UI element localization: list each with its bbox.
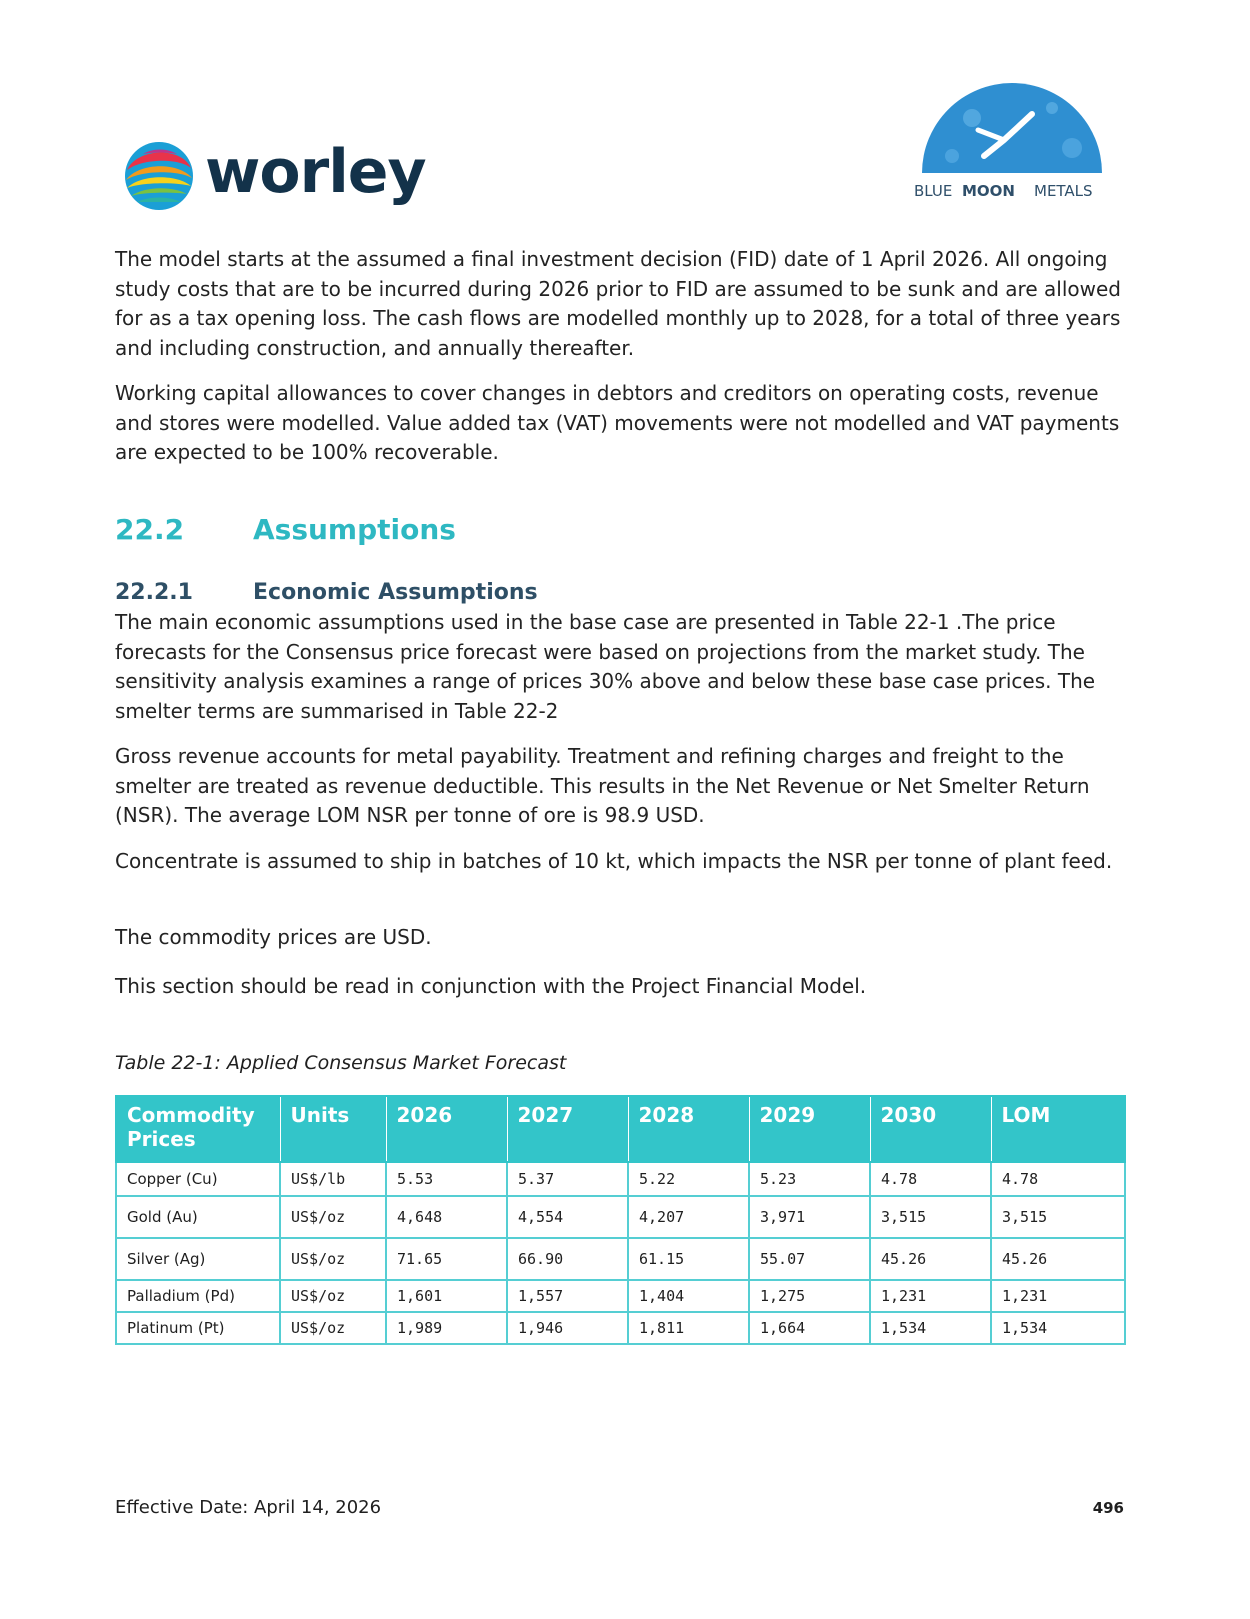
section-heading — [115, 513, 456, 546]
paragraph-read-conjunction: This section should be read in conjunction with the Project Financial Model. — [115, 974, 867, 998]
table-cell: 45.26 — [870, 1238, 991, 1280]
section-number: 22.2 — [115, 513, 185, 546]
table-cell: Silver (Ag) — [116, 1238, 280, 1280]
paragraph-commodity-prices: The commodity prices are USD. — [115, 925, 432, 949]
table-cell: 5.53 — [386, 1162, 507, 1196]
blue-moon-metals-logo — [912, 78, 1112, 203]
table-cell: 71.65 — [386, 1238, 507, 1280]
table-cell: 55.07 — [749, 1238, 870, 1280]
table-row — [116, 1162, 1125, 1196]
table-cell: 4.78 — [870, 1162, 991, 1196]
logo-text-moon: MOON — [962, 182, 1015, 200]
column-header: 2026 — [386, 1096, 507, 1162]
blue-moon-icon — [912, 78, 1112, 203]
table-cell: 4,554 — [507, 1196, 628, 1238]
table-cell: 61.15 — [628, 1238, 749, 1280]
table-cell: 1,946 — [507, 1312, 628, 1344]
table-cell: 1,989 — [386, 1312, 507, 1344]
column-header: 2030 — [870, 1096, 991, 1162]
table-cell: Gold (Au) — [116, 1196, 280, 1238]
subsection-number: 22.2.1 — [115, 580, 193, 605]
paragraph-model-start: The model starts at the assumed a final investment decision (FID) date of 1 April 2026. All ongoing study costs that are to be incurred during 2026 prior to FID are assumed to be sunk and are allowed for as a tax opening loss. The cash flows are modelled monthly up to 2028, for a total of three years and including construction, and annually thereafter. — [115, 247, 1121, 360]
column-header: 2027 — [507, 1096, 628, 1162]
table-cell: 1,534 — [870, 1312, 991, 1344]
paragraph-gross-revenue: Gross revenue accounts for metal payability. Treatment and refining charges and freight to the smelter are treated as revenue deductible. This results in the Net Revenue or Net Smelter Return (NSR). The average LOM NSR per tonne of ore is 98.9 USD. — [115, 744, 1090, 827]
table-row — [116, 1196, 1125, 1238]
table-cell: 1,601 — [386, 1280, 507, 1312]
table-cell: 4.78 — [991, 1162, 1125, 1196]
table-cell: Copper (Cu) — [116, 1162, 280, 1196]
table-cell: 45.26 — [991, 1238, 1125, 1280]
table-cell: 4,648 — [386, 1196, 507, 1238]
column-header: 2029 — [749, 1096, 870, 1162]
worley-swirl-icon — [123, 140, 195, 212]
table-cell: 4,207 — [628, 1196, 749, 1238]
table-row — [116, 1280, 1125, 1312]
table-cell: 3,971 — [749, 1196, 870, 1238]
table-cell: 5.37 — [507, 1162, 628, 1196]
table-cell: 1,275 — [749, 1280, 870, 1312]
logo-text-metals: METALS — [1034, 182, 1093, 200]
logo-text-blue: BLUE — [914, 182, 953, 200]
table-cell: 5.23 — [749, 1162, 870, 1196]
column-header: 2028 — [628, 1096, 749, 1162]
table-cell: 1,557 — [507, 1280, 628, 1312]
subsection-heading — [115, 580, 538, 605]
consensus-forecast-table — [115, 1095, 1126, 1345]
table-cell: Platinum (Pt) — [116, 1312, 280, 1344]
table-cell: US$/oz — [280, 1238, 386, 1280]
table-cell: US$/oz — [280, 1196, 386, 1238]
table-row — [116, 1238, 1125, 1280]
table-row — [116, 1312, 1125, 1344]
table-cell: US$/oz — [280, 1312, 386, 1344]
table-cell: 1,534 — [991, 1312, 1125, 1344]
table-cell: 1,231 — [991, 1280, 1125, 1312]
column-header: Commodity Prices — [116, 1096, 280, 1162]
table-cell: 1,811 — [628, 1312, 749, 1344]
table-cell: 3,515 — [870, 1196, 991, 1238]
subsection-title: Economic Assumptions — [253, 580, 538, 605]
paragraph-concentrate: Concentrate is assumed to ship in batches of 10 kt, which impacts the NSR per tonne of plant feed. — [115, 849, 1113, 873]
table-caption: Table 22-1: Applied Consensus Market Forecast — [115, 1052, 567, 1074]
paragraph-main-assumptions: The main economic assumptions used in the base case are presented in Table 22-1 .The price forecasts for the Consensus price forecast were based on projections from the market study. The sensitivity analysis examines a range of prices 30% above and below these base case prices. The smelter terms are summarised in Table 22-2 — [115, 610, 1096, 723]
column-header: LOM — [991, 1096, 1125, 1162]
footer-page-number: 496 — [1092, 1499, 1124, 1517]
table-cell: 66.90 — [507, 1238, 628, 1280]
footer-effective-date: Effective Date: April 14, 2026 — [115, 1497, 382, 1518]
table-cell: 1,664 — [749, 1312, 870, 1344]
table-cell: 3,515 — [991, 1196, 1125, 1238]
worley-wordmark: worley — [205, 137, 426, 207]
table-cell: Palladium (Pd) — [116, 1280, 280, 1312]
table-cell: 1,404 — [628, 1280, 749, 1312]
paragraph-working-capital: Working capital allowances to cover changes in debtors and creditors on operating costs, revenue and stores were modelled. Value added tax (VAT) movements were not modelled and VAT payments are expected to be 100% recoverable. — [115, 381, 1120, 464]
table-header-row — [116, 1096, 1125, 1162]
table-cell: 1,231 — [870, 1280, 991, 1312]
worley-logo — [123, 136, 433, 216]
table-cell: 5.22 — [628, 1162, 749, 1196]
section-title: Assumptions — [253, 513, 456, 546]
column-header: Units — [280, 1096, 386, 1162]
table-cell: US$/oz — [280, 1280, 386, 1312]
table-cell: US$/lb — [280, 1162, 386, 1196]
